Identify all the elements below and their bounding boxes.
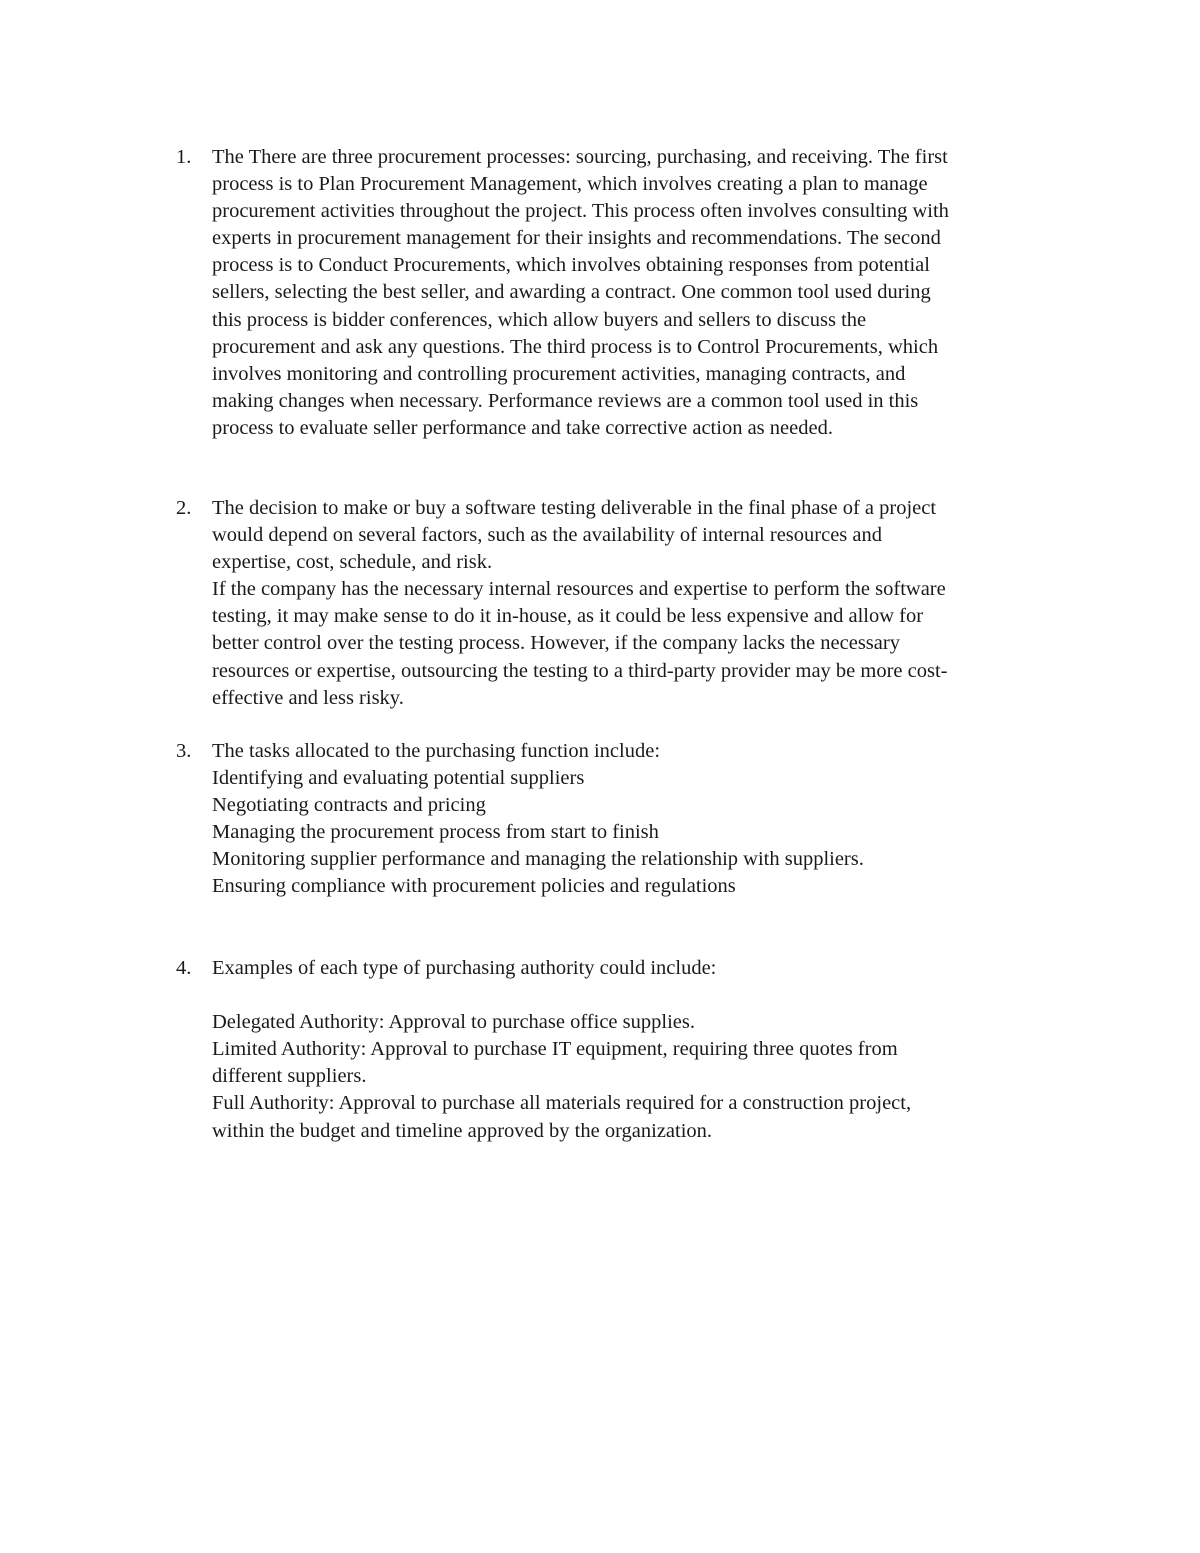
text-line: involves monitoring and controlling procurement activities, managing contracts, and <box>212 362 906 385</box>
text-line: within the budget and timeline approved by the organization. <box>212 1119 713 1142</box>
text-line: Monitoring supplier performance and managing the relationship with suppliers. <box>212 848 864 871</box>
text-line: making changes when necessary. Performance reviews are a common tool used in this <box>212 389 919 412</box>
text-line: this process is bidder conferences, which allow buyers and sellers to discuss the <box>212 308 867 331</box>
text-line: testing, it may make sense to do it in-house, as it could be less expensive and allow for <box>212 605 924 628</box>
text-line: would depend on several factors, such as the availability of internal resources and <box>212 524 883 547</box>
text-line: Ensuring compliance with procurement policies and regulations <box>212 875 736 898</box>
list-item-text <box>212 738 1072 901</box>
list-number: 4. <box>176 957 192 979</box>
text-line: Examples of each type of purchasing authority could include: <box>212 957 717 979</box>
text-line: sellers, selecting the best seller, and awarding a contract. One common tool used during <box>212 281 931 304</box>
text-line: different suppliers. <box>212 1065 367 1088</box>
text-line: The decision to make or buy a software testing deliverable in the final phase of a project <box>212 497 937 519</box>
list-number: 1. <box>176 146 192 168</box>
list-number: 3. <box>176 740 192 762</box>
list-item-text <box>212 144 1072 442</box>
text-line: procurement activities throughout the project. This process often involves consulting with <box>212 200 949 223</box>
text-line: Full Authority: Approval to purchase all materials required for a construction project, <box>212 1092 912 1115</box>
text-line: Limited Authority: Approval to purchase IT equipment, requiring three quotes from <box>212 1038 898 1061</box>
text-line: experts in procurement management for their insights and recommendations. The second <box>212 227 941 250</box>
text-line: The There are three procurement processes: sourcing, purchasing, and receiving. The first <box>212 146 948 168</box>
list-number: 2. <box>176 497 192 519</box>
list-item-text <box>212 955 1072 1145</box>
text-line: If the company has the necessary internal resources and expertise to perform the software <box>212 578 946 601</box>
text-line: The tasks allocated to the purchasing function include: <box>212 740 661 762</box>
list-item-text <box>212 495 1072 712</box>
text-line: Identifying and evaluating potential suppliers <box>212 767 585 790</box>
text-line: Managing the procurement process from start to finish <box>212 821 659 844</box>
text-line: process to evaluate seller performance and take corrective action as needed. <box>212 416 833 439</box>
text-line: resources or expertise, outsourcing the testing to a third-party provider may be more cost- <box>212 659 948 682</box>
text-line: Negotiating contracts and pricing <box>212 794 486 817</box>
text-line: process is to Conduct Procurements, which involves obtaining responses from potential <box>212 254 930 277</box>
text-line: effective and less risky. <box>212 686 404 709</box>
text-line: Delegated Authority: Approval to purchase office supplies. <box>212 1011 695 1034</box>
text-line: expertise, cost, schedule, and risk. <box>212 551 493 574</box>
text-line: better control over the testing process. However, if the company lacks the necessary <box>212 632 900 655</box>
text-line: process is to Plan Procurement Management, which involves creating a plan to manage <box>212 173 928 196</box>
text-line: procurement and ask any questions. The third process is to Control Procurements, which <box>212 335 939 358</box>
blank-line <box>212 982 1072 1009</box>
